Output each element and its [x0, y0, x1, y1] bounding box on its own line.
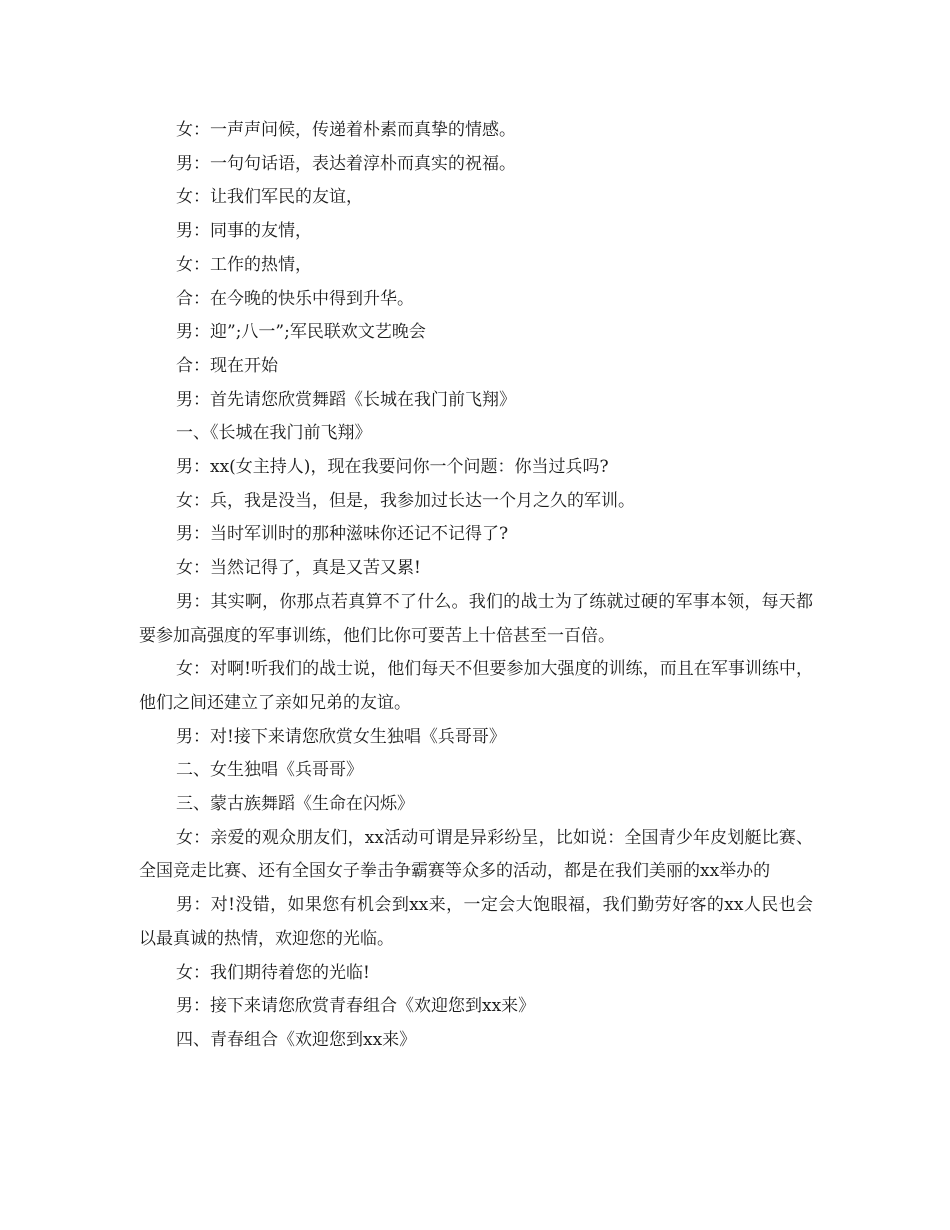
paragraph: 女：工作的热情，	[176, 254, 312, 275]
section-heading: 二、女生独唱《兵哥哥》	[176, 760, 363, 781]
paragraph: 女：我们期待着您的光临!	[176, 962, 370, 983]
paragraph: 男：一句句话语，表达着淳朴而真实的祝福。	[176, 153, 516, 174]
paragraph: 男：xx(女主持人)，现在我要问你一个问题：你当过兵吗?	[176, 457, 609, 478]
paragraph: 男：接下来请您欣赏青春组合《欢迎您到xx来》	[176, 996, 536, 1017]
section-heading: 一、《长城在我门前飞翔》	[176, 423, 372, 444]
paragraph: 女：让我们军民的友谊，	[176, 187, 363, 208]
paragraph: 男：迎”;八一”;军民联欢文艺晚会	[176, 322, 426, 343]
paragraph: 男：其实啊，你那点若真算不了什么。我们的战士为了练就过硬的军事本领，每天都要参加高强度的军事训练，他们比你可要苦上十倍甚至一百倍。	[139, 591, 813, 646]
paragraph: 合：在今晚的快乐中得到升华。	[176, 288, 414, 309]
paragraph: 女：对啊!听我们的战士说，他们每天不但要参加大强度的训练，而且在军事训练中，他们之间还建立了亲如兄弟的友谊。	[139, 659, 813, 713]
paragraph: 女：当然记得了，真是又苦又累!	[176, 558, 421, 579]
paragraph: 女：亲爱的观众朋友们，xx活动可谓是异彩纷呈，比如说：全国青少年皮划艇比赛、全国竞走比赛、还有全国女子拳击争霸赛等众多的活动，都是在我们美丽的xx举办的	[139, 827, 813, 882]
paragraph: 男：首先请您欣赏舞蹈《长城在我门前飞翔》	[176, 389, 516, 410]
section-heading: 四、青春组合《欢迎您到xx来》	[176, 1029, 417, 1050]
paragraph: 男：同事的友情，	[176, 221, 312, 242]
section-heading: 三、蒙古族舞蹈《生命在闪烁》	[176, 794, 414, 815]
paragraph: 女：兵，我是没当，但是，我参加过长达一个月之久的军训。	[176, 490, 635, 511]
paragraph: 男：对!接下来请您欣赏女生独唱《兵哥哥》	[176, 726, 506, 747]
paragraph: 男：对!没错，如果您有机会到xx来，一定会大饱眼福，我们勤劳好客的xx人民也会以最真诚的热情，欢迎您的光临。	[139, 895, 813, 949]
paragraph: 合：现在开始	[176, 355, 278, 376]
document-body	[139, 114, 813, 1058]
paragraph: 男：当时军训时的那种滋味你还记不记得了?	[176, 524, 509, 545]
paragraph: 女：一声声问候，传递着朴素而真挚的情感。	[176, 120, 516, 140]
